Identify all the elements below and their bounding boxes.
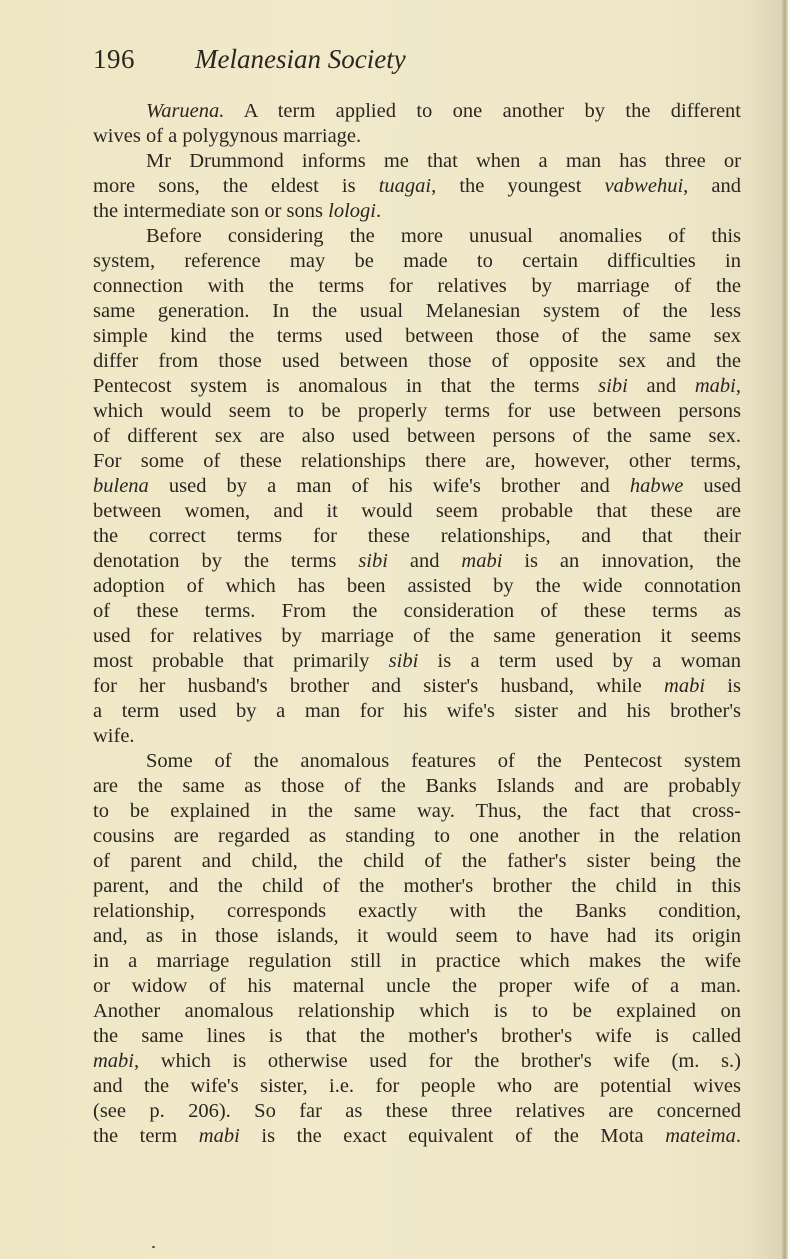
text-line (93, 224, 741, 249)
text-line (93, 799, 741, 824)
text-run: is (705, 675, 741, 697)
text-line (93, 524, 741, 549)
text-line (93, 1074, 741, 1099)
italic-term: mabi (664, 675, 706, 697)
text-line (93, 399, 741, 424)
text-run: is an innovation, the (502, 550, 741, 572)
text-line (93, 149, 741, 174)
text-run: (see p. 206). So far as these three relatives are concerned (93, 1100, 741, 1122)
text-run: Pentecost system is anomalous in that the terms (93, 375, 599, 397)
italic-term: tuagai (378, 175, 432, 197)
text-line (93, 474, 741, 499)
text-run: the same lines is that the mother's brother's wife is called (93, 1025, 741, 1047)
text-run: Some of the anomalous features of the Pentecost system (146, 750, 741, 772)
text-run: in a marriage regulation still in practice which makes the wife (93, 950, 741, 972)
text-line (93, 1049, 741, 1074)
text-run: the intermediate son or sons (93, 200, 329, 222)
text-run: . (735, 1125, 741, 1147)
text-run: same generation. In the usual Melanesian system of the less (93, 300, 741, 322)
text-run: , which is otherwise used for the brother's wife (m. s.) (134, 1050, 741, 1072)
text-run: or widow of his maternal uncle the proper wife of a man. (93, 975, 741, 997)
text-run: For some of these relationships there are, however, other terms, (93, 450, 741, 472)
text-line (93, 274, 741, 299)
italic-term: mabi (198, 1125, 240, 1147)
text-run: is a term used by a woman (418, 650, 741, 672)
text-run: of different sex are also used between persons of the same sex. (93, 425, 741, 447)
text-run: between women, and it would seem probable that these are (93, 500, 741, 522)
text-run: Mr Drummond informs me that when a man has three or (146, 150, 741, 172)
text-line (93, 949, 741, 974)
text-run: denotation by the terms (93, 550, 359, 572)
text-line (93, 99, 741, 124)
text-run: used for relatives by marriage of the same generation it seems (93, 625, 741, 647)
text-run: the correct terms for these relationships, and that their (93, 525, 741, 547)
italic-term: lologi (328, 200, 376, 222)
text-run: used (683, 475, 742, 497)
text-line (93, 699, 741, 724)
text-line (93, 249, 741, 274)
page-number: 196 (93, 44, 135, 74)
text-run: A term applied to one another by the different (224, 100, 741, 122)
text-run: parent, and the child of the mother's brother the child in this (93, 875, 741, 897)
text-line (93, 324, 741, 349)
text-run: and (387, 550, 462, 572)
text-run: wife. (93, 725, 135, 747)
text-line (93, 1099, 741, 1124)
text-run: for her husband's brother and sister's husband, while (93, 675, 665, 697)
italic-term: sibi (388, 650, 419, 672)
text-run: a term used by a man for his wife's sister and his brother's (93, 700, 741, 722)
text-run: are the same as those of the Banks Islands and are probably (93, 775, 741, 797)
italic-term: bulena (93, 475, 149, 497)
text-run: to be explained in the same way. Thus, the fact that cross- (93, 800, 741, 822)
text-line (93, 749, 741, 774)
text-line (93, 624, 741, 649)
text-run: , the youngest (431, 175, 605, 197)
italic-term: mateima (665, 1125, 736, 1147)
text-line (93, 449, 741, 474)
text-run: connection with the terms for relatives by marriage of the (93, 275, 741, 297)
text-line (93, 724, 741, 749)
text-run: Before considering the more unusual anomalies of this (146, 225, 741, 247)
text-line (93, 374, 741, 399)
text-line (93, 874, 741, 899)
running-title: Melanesian Society (195, 44, 406, 74)
text-line (93, 1124, 741, 1149)
text-run: is the exact equivalent of the Mota (239, 1125, 666, 1147)
text-line (93, 849, 741, 874)
text-run: adoption of which has been assisted by the wide connotation (93, 575, 741, 597)
text-line (93, 674, 741, 699)
italic-term: mabi (93, 1050, 134, 1072)
text-line (93, 649, 741, 674)
text-line (93, 199, 741, 224)
text-line (93, 924, 741, 949)
italic-term: habwe (629, 475, 684, 497)
italic-term: sibi (358, 550, 388, 572)
text-line (93, 974, 741, 999)
italic-term: sibi (598, 375, 628, 397)
italic-term: mabi (694, 375, 736, 397)
body-text (93, 99, 741, 1149)
text-run: and, as in those islands, it would seem to have had its origin (93, 925, 741, 947)
text-line (93, 574, 741, 599)
text-run: , (735, 375, 741, 397)
text-run: the term (93, 1125, 199, 1147)
text-run: Another anomalous relationship which is to be explained on (93, 1000, 741, 1022)
text-line (93, 599, 741, 624)
text-line (93, 299, 741, 324)
text-line (93, 349, 741, 374)
text-run: and (627, 375, 695, 397)
text-line (93, 899, 741, 924)
text-run: simple kind the terms used between those of the same sex (93, 325, 741, 347)
italic-term: mabi (461, 550, 503, 572)
italic-term: vabwehui (604, 175, 684, 197)
text-run: of these terms. From the consideration of these terms as (93, 600, 741, 622)
text-run: and the wife's sister, i.e. for people who are potential wives (93, 1075, 741, 1097)
text-run: of parent and child, the child of the father's sister being the (93, 850, 741, 872)
text-line (93, 774, 741, 799)
text-line (93, 124, 741, 149)
text-line (93, 174, 741, 199)
text-run: more sons, the eldest is (93, 175, 379, 197)
text-line (93, 1024, 741, 1049)
page-header (93, 44, 743, 80)
page-edge (782, 0, 788, 1259)
italic-term: Waruena. (146, 100, 225, 122)
text-run: wives of a polygynous marriage. (93, 125, 362, 147)
text-run: differ from those used between those of opposite sex and the (93, 350, 741, 372)
text-run: system, reference may be made to certain difficulties in (93, 250, 741, 272)
print-speck (152, 1246, 155, 1248)
text-run: used by a man of his wife's brother and (148, 475, 630, 497)
text-run: which would seem to be properly terms for use between persons (93, 400, 741, 422)
text-line (93, 424, 741, 449)
text-run: most probable that primarily (93, 650, 389, 672)
text-run: cousins are regarded as standing to one another in the relation (93, 825, 741, 847)
text-run: , and (683, 175, 741, 197)
text-line (93, 824, 741, 849)
text-line (93, 999, 741, 1024)
text-run: relationship, corresponds exactly with the Banks condition, (93, 900, 741, 922)
text-run: . (375, 200, 382, 222)
text-line (93, 549, 741, 574)
text-line (93, 499, 741, 524)
